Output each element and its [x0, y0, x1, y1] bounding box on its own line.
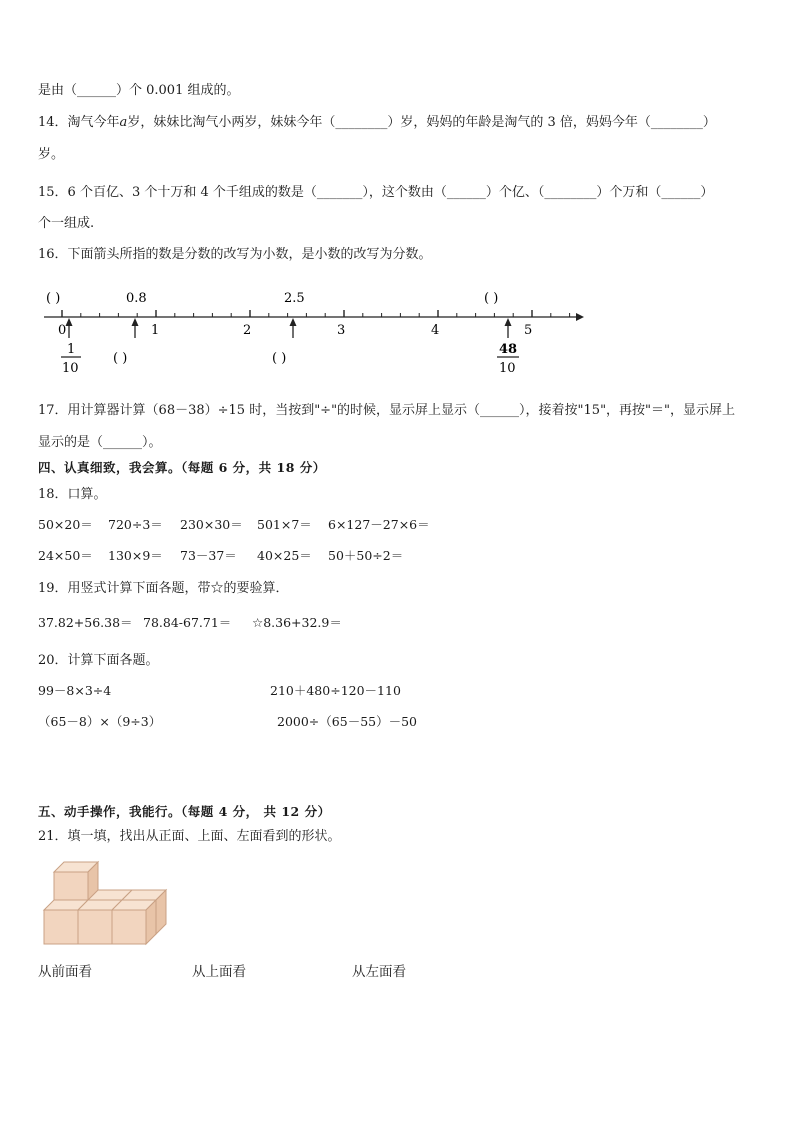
top-label-blank-2: ( )	[484, 291, 499, 306]
q17-line2: 显示的是（______）。	[38, 435, 162, 450]
q21-title: 21．填一填，找出从正面、上面、左面看到的形状。	[38, 829, 341, 844]
q16-question: 16．下面箭头所指的数是分数的改写为小数，是小数的改写为分数。	[38, 247, 432, 262]
fraction-2-numerator: 48	[499, 342, 518, 357]
fraction-1-denominator: 10	[62, 361, 79, 376]
arrow-at-0-1	[66, 318, 73, 338]
expression-2: 210＋480÷120－110	[270, 683, 401, 698]
section-5-heading: 五、动手操作，我能行。（每题 4 分， 共 12 分）	[38, 804, 331, 819]
vertical-calc-1: 37.82+56.38＝	[38, 615, 133, 630]
number-line-arrowhead	[576, 313, 584, 321]
oral-calc-1-4: 501×7＝	[257, 517, 312, 532]
caption-top-view: 从上面看	[192, 964, 246, 980]
number-line-ticks	[62, 310, 570, 317]
fraction-2-denominator: 10	[499, 361, 516, 376]
q17-line1: 17．用计算器计算（68－38）÷15 时，当按到"÷"的时候，显示屏上显示（______），接着按"15"，再按"＝"，显示屏上	[38, 403, 736, 418]
number-line-figure	[36, 284, 596, 380]
tick-label-5: 5	[524, 323, 533, 338]
q15-line1: 15．6 个百亿、3 个十万和 4 个千组成的数是（_______），这个数由（______）个亿、（________）个万和（______）	[38, 185, 714, 200]
arrow-at-0-8	[132, 318, 139, 338]
oral-calc-1-5: 6×127－27×6＝	[328, 517, 430, 532]
cube-front-2-front-face	[78, 910, 112, 944]
arrow-at-2-5	[290, 318, 297, 338]
vertical-calc-3: ☆8.36+32.9＝	[252, 615, 342, 630]
cube-front-1-front-face	[44, 910, 78, 944]
oral-calc-1-1: 50×20＝	[38, 517, 93, 532]
tick-label-3: 3	[337, 323, 346, 338]
tick-label-4: 4	[431, 323, 440, 338]
top-label-2-5: 2.5	[284, 291, 305, 306]
oral-calc-1-2: 720÷3＝	[108, 517, 163, 532]
q14-variable: a	[119, 115, 128, 130]
q14-text-a: 14．淘气今年	[38, 115, 120, 130]
q20-title: 20．计算下面各题。	[38, 653, 159, 668]
cube-front-3-front-face	[112, 910, 146, 944]
cube-stack-figure	[40, 858, 180, 953]
expression-3: （65－8）×（9÷3）	[38, 714, 162, 729]
tick-label-2: 2	[243, 323, 252, 338]
expression-1: 99－8×3÷4	[38, 683, 112, 698]
tick-label-1: 1	[151, 323, 160, 338]
top-label-0-8: 0.8	[126, 291, 147, 306]
fraction-1-numerator: 1	[67, 342, 76, 357]
q15-line2: 个一组成.	[38, 216, 95, 231]
q19-title: 19．用竖式计算下面各题，带☆的要验算．	[38, 581, 289, 596]
tick-label-0: 0	[58, 323, 67, 338]
q13-tail: 是由（______）个 0.001 组成的。	[38, 83, 240, 98]
expression-4: 2000÷（65－55）－50	[277, 714, 418, 729]
section-4-heading: 四、认真细致，我会算。（每题 6 分，共 18 分）	[38, 460, 326, 475]
oral-calc-2-1: 24×50＝	[38, 548, 93, 563]
oral-calc-2-3: 73－37＝	[180, 548, 237, 563]
caption-left-view: 从左面看	[352, 964, 406, 980]
caption-front-view: 从前面看	[38, 964, 92, 980]
q14-line1	[38, 115, 716, 131]
bottom-blank-1: ( )	[113, 351, 128, 366]
oral-calc-1-3: 230×30＝	[180, 517, 243, 532]
q18-title: 18．口算。	[38, 487, 107, 502]
oral-calc-2-2: 130×9＝	[108, 548, 163, 563]
q14-line2: 岁。	[38, 147, 65, 162]
q14-text-b: 岁，妹妹比淘气小两岁，妹妹今年（________）岁，妈妈的年龄是淘气的 3 倍，妈妈今年（________）	[127, 115, 716, 130]
vertical-calc-2: 78.84-67.71＝	[143, 615, 232, 630]
top-label-blank-1: ( )	[46, 291, 61, 306]
oral-calc-2-4: 40×25＝	[257, 548, 312, 563]
arrow-at-4-8	[505, 318, 512, 338]
oral-calc-2-5: 50＋50÷2＝	[328, 548, 404, 563]
bottom-blank-2: ( )	[272, 351, 287, 366]
